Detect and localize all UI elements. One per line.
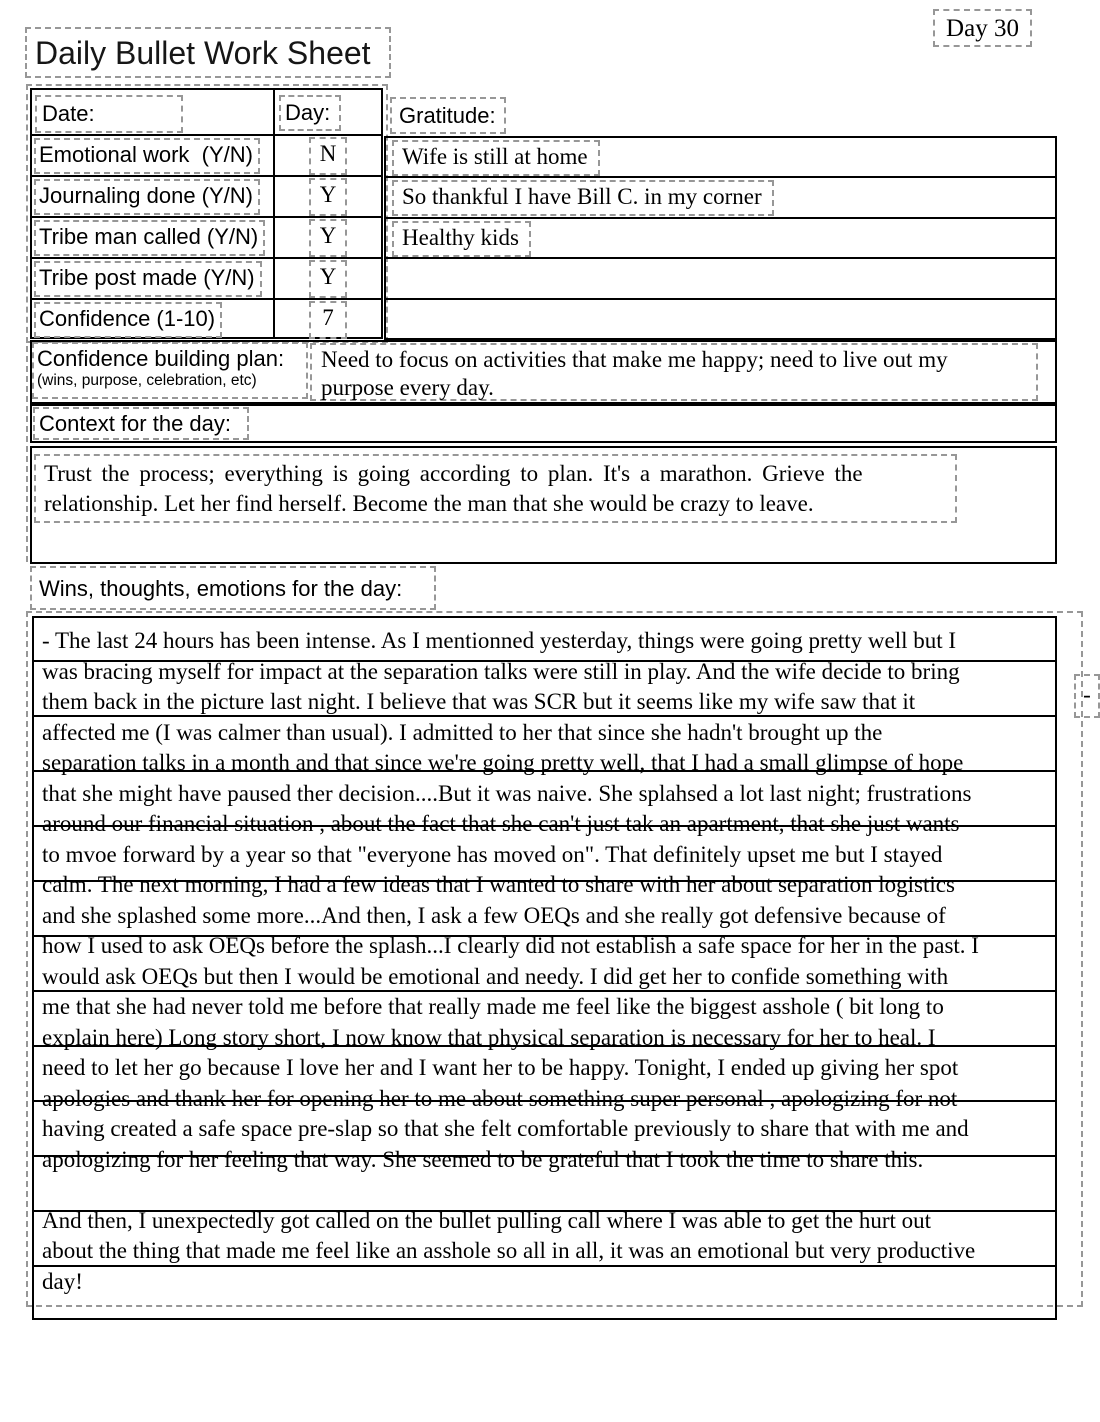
tracker-row-label-cell <box>32 136 275 175</box>
stray-dash-textbox[interactable]: - <box>1074 674 1100 718</box>
wins-text-line: me that she had never told me before that really made me feel like the biggest asshole ( bit long to <box>42 994 944 1019</box>
tracker-row-value-cell <box>275 136 381 175</box>
tracker-row-value-cell <box>275 259 381 298</box>
wins-text-line: explain here) Long story short, I now know that physical separation is necessary for her to heal. I <box>42 1024 936 1050</box>
wins-text-line <box>42 1175 1081 1206</box>
tracker-row <box>32 177 381 218</box>
gratitude-entry[interactable]: So thankful I have Bill C. in my corner <box>392 180 774 216</box>
tracker-row <box>32 218 381 259</box>
tracker-row-value[interactable]: 7 <box>309 301 347 339</box>
tracker-row-label[interactable]: Emotional work (Y/N) <box>34 138 260 174</box>
context-box <box>30 446 1057 564</box>
wins-text-line: apologizing for her feeling that way. She seemed to be grateful that I took the time to share this. <box>42 1146 924 1172</box>
tracker-table <box>30 88 383 339</box>
gratitude-row <box>386 219 1055 259</box>
confidence-plan-label-main: Confidence building plan: <box>37 346 285 371</box>
wins-text-line: separation talks in a month and that since we're going pretty well, that I had a small glimpse of hope <box>42 750 964 775</box>
wins-text-line: to mvoe forward by a year so that "everyone has moved on". That definitely upset me but I stayed <box>42 841 943 867</box>
wins-text-line: was bracing myself for impact at the separation talks were still in play. And the wife decide to bring <box>42 658 960 684</box>
tracker-row-value[interactable]: Y <box>309 178 347 216</box>
day-cell <box>275 90 381 134</box>
context-label[interactable]: Context for the day: <box>33 407 249 440</box>
wins-text-line: them back in the picture last night. I believe that was SCR but it seems like my wife saw that it <box>42 689 916 714</box>
confidence-plan-line: Need to focus on activities that make me happy; need to live out my <box>321 347 948 372</box>
confidence-plan-textbox[interactable] <box>310 343 1038 401</box>
wins-text-line: calm. The next morning, I had a few ideas that I wanted to share with her about separation logistics <box>42 872 955 897</box>
gratitude-label[interactable]: Gratitude: <box>390 97 506 134</box>
context-line: relationship. Let her find herself. Become the man that she would be crazy to leave. <box>44 491 814 516</box>
tracker-row-value-cell <box>275 300 381 339</box>
day-badge-textbox[interactable]: Day 30 <box>933 9 1032 47</box>
page-title[interactable]: Daily Bullet Work Sheet <box>25 27 391 78</box>
context-label-row <box>30 404 1057 443</box>
tracker-row-value-cell <box>275 177 381 216</box>
gratitude-entry[interactable]: Wife is still at home <box>392 140 600 176</box>
tracker-row-label-cell <box>32 177 275 216</box>
confidence-plan-line: purpose every day. <box>321 375 494 400</box>
gratitude-table <box>384 136 1057 340</box>
wins-text-line: need to let her go because I love her and I want her to be happy. Tonight, I ended up giving her spot <box>42 1055 959 1080</box>
gratitude-entry[interactable]: Healthy kids <box>392 221 531 257</box>
gratitude-row <box>386 138 1055 178</box>
wins-text-line: and she splashed some more...And then, I ask a few OEQs and she really got defensive because of <box>42 902 946 928</box>
gratitude-row <box>386 300 1055 338</box>
tracker-row-label-cell <box>32 300 275 339</box>
wins-text-line: that she might have paused ther decision....But it was naive. She splahsed a lot last night; frustrations <box>42 780 972 806</box>
left-selection-dash-strip <box>26 346 28 562</box>
tracker-row-label-cell <box>32 218 275 257</box>
tracker-row-label[interactable]: Journaling done (Y/N) <box>34 179 260 215</box>
tracker-row-label-cell <box>32 259 275 298</box>
tracker-row <box>32 300 381 339</box>
confidence-plan-row <box>30 340 1057 404</box>
gratitude-row <box>386 259 1055 299</box>
tracker-row <box>32 136 381 177</box>
confidence-plan-label[interactable] <box>32 342 308 399</box>
wins-section-label[interactable]: Wins, thoughts, emotions for the day: <box>30 566 436 610</box>
tracker-row-value[interactable]: Y <box>309 260 347 298</box>
context-textbox[interactable] <box>34 454 957 523</box>
wins-text-line: how I used to ask OEQs before the splash...I clearly did not establish a safe space for her in the past. I <box>42 933 979 958</box>
context-line: Trust the process; everything is going according to plan. It's a marathon. Grieve the <box>44 461 863 486</box>
wins-text-line: And then, I unexpectedly got called on the bullet pulling call where I was able to get the hurt out <box>42 1207 932 1233</box>
tracker-rows <box>32 136 381 339</box>
confidence-plan-label-sub: (wins, purpose, celebration, etc) <box>37 372 257 389</box>
wins-text-line: day! <box>42 1268 83 1294</box>
wins-text-line: about the thing that made me feel like an asshole so all in all, it was an emotional but very productive <box>42 1238 976 1263</box>
tracker-row-value[interactable]: N <box>309 137 347 175</box>
tracker-row <box>32 259 381 300</box>
wins-text-line: affected me (I was calmer than usual). I admitted to her that since she hadn't brought up the <box>42 719 883 745</box>
wins-text-line: having created a safe space pre-slap so that she felt comfortable previously to share that with me and <box>42 1116 969 1141</box>
tracker-row-label[interactable]: Tribe post made (Y/N) <box>34 261 262 297</box>
tracker-row-value-cell <box>275 218 381 257</box>
wins-text-line: around our financial situation , about the fact that she can't just tak an apartment, that she just wants <box>42 811 960 836</box>
wins-text-line: - The last 24 hours has been intense. As I mentionned yesterday, things were going pretty well but I <box>42 628 957 653</box>
wins-textbox[interactable] <box>26 611 1083 1307</box>
date-cell <box>32 90 275 134</box>
day-field[interactable]: Day: <box>279 95 341 131</box>
gratitude-row <box>386 178 1055 218</box>
wins-text-line: apologies and thank her for opening her to me about something super personal , apologizing for not <box>42 1085 958 1111</box>
wins-text-line: would ask OEQs but then I would be emotional and needy. I did get her to confide something with <box>42 963 949 989</box>
date-field[interactable]: Date: <box>35 95 183 133</box>
tracker-row-label[interactable]: Confidence (1-10) <box>34 302 222 338</box>
tracker-header-row <box>32 90 381 136</box>
tracker-row-value[interactable]: Y <box>309 219 347 257</box>
tracker-row-label[interactable]: Tribe man called (Y/N) <box>34 220 265 256</box>
